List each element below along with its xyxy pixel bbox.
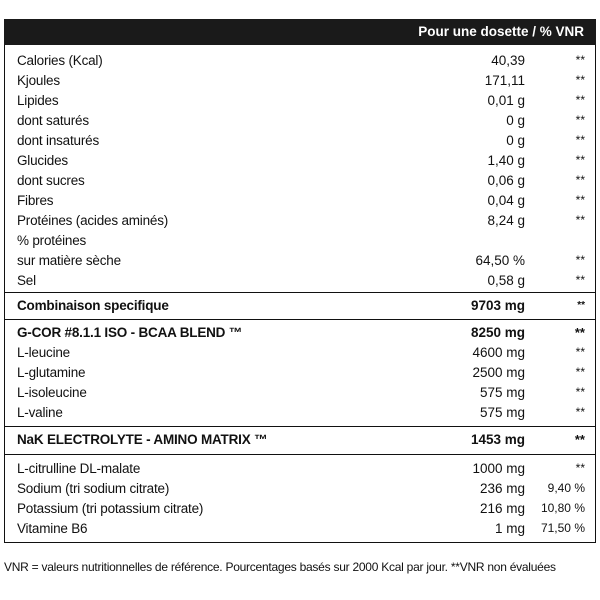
row-value: 2500 mg	[472, 365, 525, 380]
row-name: Sodium (tri sodium citrate)	[17, 481, 170, 496]
row-name: dont saturés	[17, 113, 89, 128]
electrolyte-title-row	[5, 430, 595, 450]
row-name: L-citrulline DL-malate	[17, 461, 141, 476]
row-vnr: **	[577, 300, 585, 311]
row-value: 40,39	[491, 53, 525, 68]
header-title: Pour une dosette / % VNR	[418, 24, 584, 39]
row-name: Protéines (acides aminés)	[17, 213, 169, 228]
row-name: G-COR #8.1.1 ISO - BCAA BLEND ™	[17, 325, 243, 340]
table-row	[5, 271, 595, 291]
row-vnr: **	[575, 213, 585, 227]
table-row	[5, 71, 595, 91]
section-divider	[5, 426, 595, 427]
table-row	[5, 211, 595, 231]
row-value: 1453 mg	[470, 432, 525, 447]
table-row	[5, 51, 595, 71]
row-vnr: **	[574, 432, 585, 447]
row-value: 171,11	[484, 73, 525, 88]
combinaison-row	[5, 296, 595, 316]
row-name: L-isoleucine	[17, 385, 87, 400]
row-value: 1000 mg	[472, 461, 525, 476]
row-name: L-glutamine	[17, 365, 86, 380]
row-name: Calories (Kcal)	[17, 53, 103, 68]
row-name: % protéines	[17, 233, 87, 248]
row-name: Glucides	[17, 153, 68, 168]
table-row	[5, 363, 595, 383]
row-name: Potassium (tri potassium citrate)	[17, 501, 204, 516]
table-row	[5, 191, 595, 211]
row-name: Vitamine B6	[17, 521, 88, 536]
row-vnr: **	[574, 325, 585, 340]
row-vnr: **	[575, 273, 585, 287]
row-name: Fibres	[17, 193, 54, 208]
row-value: 0,04 g	[487, 193, 525, 208]
row-vnr: **	[575, 113, 585, 127]
row-name: L-valine	[17, 405, 63, 420]
table-row	[5, 251, 595, 271]
row-name: L-leucine	[17, 345, 70, 360]
table-row	[5, 91, 595, 111]
row-name: NaK ELECTROLYTE - AMINO MATRIX ™	[17, 432, 268, 447]
row-name: Lipides	[17, 93, 59, 108]
table-row	[5, 459, 595, 479]
row-value: 4600 mg	[472, 345, 525, 360]
row-vnr: 10,80 %	[540, 501, 585, 515]
table-row	[5, 403, 595, 423]
section-divider	[5, 319, 595, 320]
row-value: 575 mg	[479, 405, 525, 420]
table-row	[5, 131, 595, 151]
row-vnr: **	[575, 365, 585, 379]
row-value: 0,06 g	[487, 173, 525, 188]
row-value: 0,58 g	[487, 273, 525, 288]
row-vnr: **	[575, 345, 585, 359]
row-vnr: **	[575, 385, 585, 399]
table-row	[5, 499, 595, 519]
row-value: 236 mg	[479, 481, 525, 496]
row-vnr: **	[575, 173, 585, 187]
row-value: 0,01 g	[487, 93, 525, 108]
row-vnr: **	[575, 133, 585, 147]
table-row	[5, 343, 595, 363]
row-name: Combinaison specifique	[17, 298, 169, 313]
row-vnr: **	[575, 405, 585, 419]
row-name: Kjoules	[17, 73, 60, 88]
row-vnr: **	[575, 53, 585, 67]
row-vnr: **	[575, 93, 585, 107]
table-row	[5, 479, 595, 499]
row-value: 0 g	[506, 113, 525, 128]
row-value: 0 g	[506, 133, 525, 148]
section-divider	[5, 292, 595, 293]
row-value: 9703 mg	[470, 298, 525, 313]
row-vnr: **	[575, 193, 585, 207]
row-value: 8250 mg	[470, 325, 525, 340]
table-row	[5, 171, 595, 191]
row-value: 8,24 g	[487, 213, 525, 228]
row-name: Sel	[17, 273, 36, 288]
bcaa-title-row	[5, 323, 595, 343]
row-vnr: **	[575, 253, 585, 267]
row-vnr: **	[575, 73, 585, 87]
row-value: 216 mg	[479, 501, 525, 516]
row-name: dont sucres	[17, 173, 85, 188]
row-vnr: **	[575, 153, 585, 167]
table-header	[4, 19, 596, 45]
row-name: sur matière sèche	[17, 253, 121, 268]
row-value: 575 mg	[479, 385, 525, 400]
table-row	[5, 151, 595, 171]
row-vnr: 71,50 %	[540, 521, 585, 535]
table-row	[5, 111, 595, 131]
row-value: 64,50 %	[475, 253, 525, 268]
row-name: dont insaturés	[17, 133, 100, 148]
footnote: VNR = valeurs nutritionnelles de référence. Pourcentages basés sur 2000 Kcal par jour. **VNR non évaluées	[4, 560, 556, 574]
row-vnr: **	[575, 461, 585, 475]
table-row	[5, 383, 595, 403]
row-value: 1,40 g	[487, 153, 525, 168]
table-row	[5, 231, 595, 251]
table-row	[5, 519, 595, 539]
nutrition-table	[4, 45, 596, 543]
section-divider	[5, 454, 595, 455]
row-value: 1 mg	[494, 521, 525, 536]
row-vnr: 9,40 %	[547, 481, 585, 495]
